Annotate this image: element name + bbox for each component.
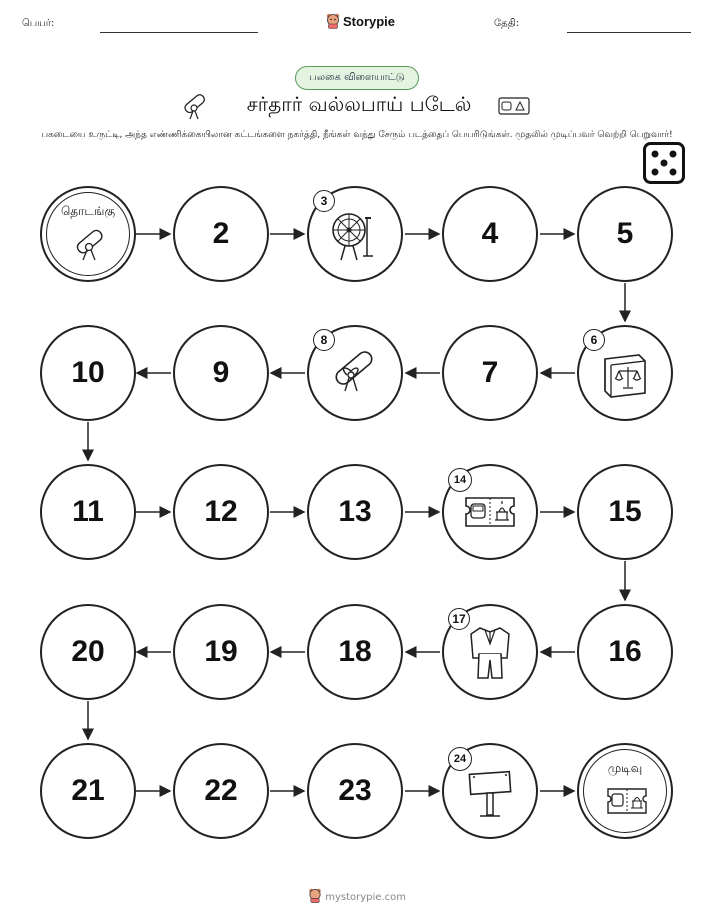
signpost-icon — [464, 763, 516, 819]
spinning-wheel-icon — [325, 204, 385, 264]
picture-cell[interactable] — [442, 743, 538, 839]
cell-number: 10 — [71, 356, 105, 389]
cell-number: 4 — [481, 217, 499, 250]
board-cell[interactable] — [577, 186, 673, 282]
board-cell[interactable] — [307, 464, 403, 560]
cell-number: 12 — [204, 495, 238, 528]
board-cell[interactable] — [307, 604, 403, 700]
scroll-diploma-icon — [72, 226, 110, 264]
cell-number: 5 — [616, 217, 634, 250]
board-cell[interactable] — [40, 604, 136, 700]
cell-number-tag: 3 — [313, 190, 335, 212]
board-cell[interactable] — [307, 743, 403, 839]
train-ticket-icon — [605, 785, 649, 817]
cell-number: 18 — [338, 635, 372, 668]
law-book-scales-icon — [597, 345, 653, 401]
train-ticket-icon — [462, 492, 518, 532]
board-cell[interactable] — [40, 325, 136, 421]
cell-number: 16 — [608, 635, 642, 668]
end-label: முடிவு — [607, 761, 643, 775]
cell-number-tag: 17 — [448, 608, 470, 630]
cell-number: 22 — [204, 774, 238, 807]
board-cell[interactable] — [173, 325, 269, 421]
name-label: பெயர்: — [22, 18, 55, 29]
end-cell[interactable] — [577, 743, 673, 839]
cell-number: 11 — [72, 495, 104, 528]
instructions-text: பகடையை உருட்டி, அந்த எண்ணிக்கையிலான கட்டங்களை நகர்த்தி, நீங்கள் வந்து சேரும் படத்தைப் பெயரிடுங்கள். முதலில் முடிப்பவர் வெற்றி பெறுவார்! — [41, 130, 673, 140]
cell-number: 9 — [212, 356, 230, 389]
start-label: தொடங்கு — [60, 204, 116, 218]
cell-number: 2 — [212, 217, 230, 250]
picture-cell[interactable] — [307, 325, 403, 421]
brand-name: Storypie — [343, 13, 396, 29]
cell-number-tag: 6 — [583, 329, 605, 351]
footer — [0, 888, 714, 903]
picture-cell[interactable] — [577, 325, 673, 421]
picture-cell[interactable] — [442, 464, 538, 560]
board-cell[interactable] — [577, 464, 673, 560]
cell-number-tag: 8 — [313, 329, 335, 351]
suit-icon — [465, 622, 515, 682]
cell-number-tag: 24 — [448, 747, 472, 771]
date-label: தேதி: — [494, 18, 520, 29]
board-cell[interactable] — [173, 186, 269, 282]
picture-cell[interactable] — [442, 604, 538, 700]
cell-number-tag: 14 — [448, 468, 472, 492]
cell-number: 20 — [71, 635, 105, 668]
board-cell[interactable] — [577, 604, 673, 700]
storypie-bear-icon — [308, 888, 322, 903]
scroll-diploma-icon — [327, 345, 383, 401]
cell-number: 13 — [338, 495, 372, 528]
footer-url[interactable]: mystorypie.com — [325, 892, 406, 903]
start-cell[interactable] — [40, 186, 136, 282]
cell-number: 15 — [608, 495, 642, 528]
page-title: சர்தார் வல்லபாய் படேல் — [246, 92, 472, 116]
cell-number: 19 — [204, 635, 238, 668]
board-cell[interactable] — [442, 325, 538, 421]
board-cell[interactable] — [173, 464, 269, 560]
category-badge: பலகை விளையாட்டு — [295, 66, 419, 90]
cell-number: 21 — [71, 774, 105, 807]
cell-number: 23 — [338, 774, 372, 807]
board-cell[interactable] — [173, 743, 269, 839]
board-cell[interactable] — [40, 743, 136, 839]
board-cell[interactable] — [40, 464, 136, 560]
board-cell[interactable] — [173, 604, 269, 700]
cell-number: 7 — [481, 356, 499, 389]
board-cell[interactable] — [442, 186, 538, 282]
picture-cell[interactable] — [307, 186, 403, 282]
